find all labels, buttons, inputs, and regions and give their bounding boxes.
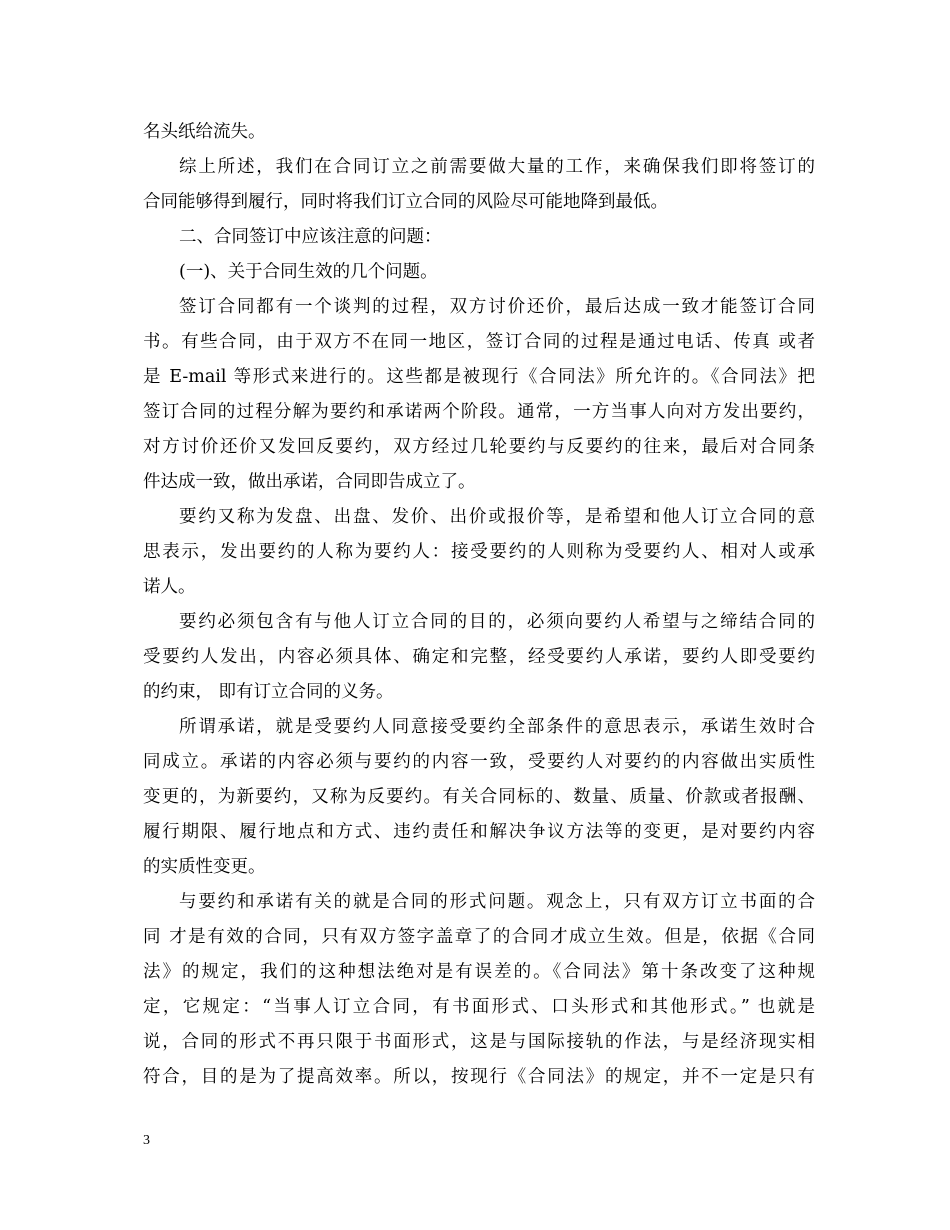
text-line: 受要约人发出，内容必须具体、确定和完整，经受要约人承诺，要约人即受要约 (143, 647, 815, 667)
text-line: 合同能够得到履行，同时将我们订立合同的风险尽可能地降到最低。 (143, 192, 668, 212)
text-line: 签订合同的过程分解为要约和承诺两个阶段。通常，一方当事人向对方发出要约， (143, 402, 815, 422)
text-line: 定，它规定：“当事人订立合同，有书面形式、口头形式和其他形式。” 也就是 (143, 997, 815, 1017)
text-line: 要约又称为发盘、出盘、发价、出价或报价等，是希望和他人订立合同的意 (179, 507, 815, 527)
text-line: 所谓承诺，就是受要约人同意接受要约全部条件的意思表示，承诺生效时合 (179, 717, 815, 737)
text-line: 件达成一致，做出承诺，合同即告成立了。 (143, 472, 476, 492)
text-line: 要约必须包含有与他人订立合同的目的，必须向要约人希望与之缔结合同的 (179, 612, 815, 632)
text-line: (一)、关于合同生效的几个问题。 (179, 262, 438, 282)
text-line: 名头纸给流失。 (143, 122, 266, 142)
text-line: 思表示，发出要约的人称为要约人：接受要约的人则称为受要约人、相对人或承 (143, 542, 815, 562)
text-line: 签订合同都有一个谈判的过程，双方讨价还价，最后达成一致才能签订合同 (179, 297, 815, 317)
text-line: 二、合同签订中应该注意的问题： (179, 227, 442, 247)
text-line: 的约束， 即有订立合同的义务。 (143, 682, 394, 702)
text-line: 与要约和承诺有关的就是合同的形式问题。观念上，只有双方订立书面的合 (179, 892, 815, 912)
text-line: 综上所述，我们在合同订立之前需要做大量的工作，来确保我们即将签订的 (179, 157, 815, 177)
text-line: 诺人。 (143, 577, 196, 597)
body-text (143, 115, 815, 1095)
text-line: 同 才是有效的合同，只有双方签字盖章了的合同才成立生效。但是，依据《合同 (143, 927, 815, 947)
text-line: 同成立。承诺的内容必须与要约的内容一致，受要约人对要约的内容做出实质性 (143, 752, 815, 772)
text-line: 变更的，为新要约，又称为反要约。有关合同标的、数量、质量、价款或者报酬、 (143, 787, 815, 807)
text-line: 书。有些合同，由于双方不在同一地区，签订合同的过程是通过电话、传真 或者 (143, 332, 815, 352)
text-line: 是 E-mail 等形式来进行的。这些都是被现行《合同法》所允许的。《合同法》把 (143, 367, 815, 387)
text-line: 法》的规定，我们的这种想法绝对是有误差的。《合同法》第十条改变了这种规 (143, 962, 815, 982)
text-line: 说，合同的形式不再只限于书面形式，这是与国际接轨的作法，与是经济现实相 (143, 1032, 815, 1052)
text-line: 对方讨价还价又发回反要约，双方经过几轮要约与反要约的往来，最后对合同条 (143, 437, 815, 457)
text-line: 履行期限、履行地点和方式、违约责任和解决争议方法等的变更，是对要约内容 (143, 822, 815, 842)
text-line: 符合，目的是为了提高效率。所以，按现行《合同法》的规定，并不一定是只有 (143, 1067, 815, 1087)
text-line: 的实质性变更。 (143, 857, 266, 877)
page-number: 3 (143, 1133, 150, 1148)
